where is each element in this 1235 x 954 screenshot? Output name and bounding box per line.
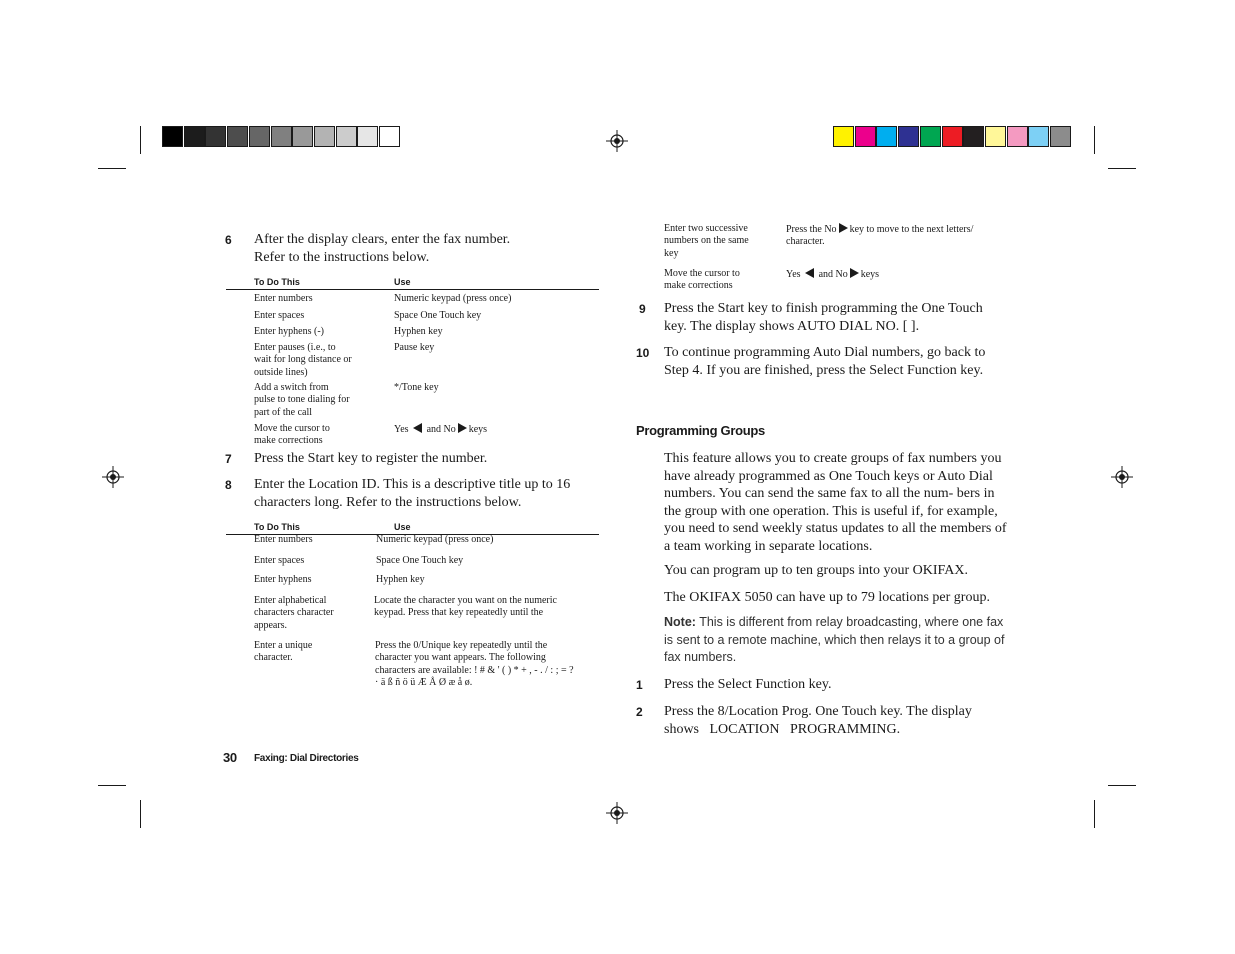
step-6-text: After the display clears, enter the fax number. Refer to the instructions below. xyxy=(254,232,511,265)
press-no-label: Press the No xyxy=(786,224,837,235)
right-arrow-icon xyxy=(458,423,467,433)
table1-todo: Move the cursor to make corrections xyxy=(254,423,330,447)
table2-use: Press the 0/Unique key repeatedly until the character you want appears. The following characters are available: ! # & ' ( ) * + , - . / : ; = ? · ä ß ñ ö ü Æ Å Ø æ å ø. xyxy=(375,640,574,688)
step-2-text: Press the 8/Location Prog. One Touch key. The display shows LOCATION PROGRAMMING. xyxy=(664,704,976,737)
locations-paragraph: The OKIFAX 5050 can have up to 79 locations per group. xyxy=(664,590,990,605)
table-cont-todo: Move the cursor to make corrections xyxy=(664,268,740,292)
gray-swatch xyxy=(336,126,357,147)
table2-use: Space One Touch key xyxy=(376,555,464,566)
and-no-label: and No xyxy=(818,269,848,280)
gray-swatch xyxy=(314,126,335,147)
registration-mark-bottom xyxy=(606,802,628,824)
step-9-number: 9 xyxy=(639,302,646,316)
left-arrow-icon xyxy=(805,268,814,278)
color-swatch xyxy=(1007,126,1028,147)
page-number: 30 xyxy=(223,750,237,765)
registration-mark-top xyxy=(606,130,628,152)
section-heading: Programming Groups xyxy=(636,423,765,438)
gray-swatch xyxy=(292,126,313,147)
gray-swatch xyxy=(379,126,400,147)
gray-swatch xyxy=(205,126,226,147)
running-footer: Faxing: Dial Directories xyxy=(254,753,359,764)
table1-todo: Enter spaces xyxy=(254,310,305,321)
gray-swatch xyxy=(162,126,183,147)
table1-todo: Add a switch from pulse to tone dialing for part of the call xyxy=(254,382,350,418)
gray-swatch xyxy=(249,126,270,147)
table1-rule xyxy=(226,289,599,290)
step-9-text: Press the Start key to finish programming the One Touch key. The display shows AUTO DIAL NO. [ ]. xyxy=(664,301,983,334)
table2-use: Numeric keypad (press once) xyxy=(376,534,494,545)
table2-header-todo: To Do This xyxy=(254,522,300,532)
step-2-number: 2 xyxy=(636,705,643,719)
yes-label: Yes xyxy=(786,269,801,280)
table2-use: Hyphen key xyxy=(376,574,425,585)
note-text: This is different from relay broadcasting, where one fax is sent to a remote machine, which then relays it to a group of fax numbers. xyxy=(664,615,1005,664)
note-label: Note: xyxy=(664,615,696,629)
gray-swatch xyxy=(357,126,378,147)
table-cont-use xyxy=(786,268,986,281)
table2-todo: Enter a unique character. xyxy=(254,640,313,664)
left-arrow-icon xyxy=(413,423,422,433)
table2-todo: Enter hyphens xyxy=(254,574,312,585)
table1-use xyxy=(394,423,584,436)
step-1-text: Press the Select Function key. xyxy=(664,677,832,692)
step-7-text: Press the Start key to register the number. xyxy=(254,451,488,466)
gray-swatch xyxy=(227,126,248,147)
table1-todo: Enter hyphens (-) xyxy=(254,326,324,337)
step-10-number: 10 xyxy=(636,346,650,360)
table1-header-todo: To Do This xyxy=(254,277,300,287)
table1-use: */Tone key xyxy=(394,382,439,393)
table1-header-use: Use xyxy=(394,277,411,287)
keys-label: keys xyxy=(860,269,880,280)
table1-use: Pause key xyxy=(394,342,435,353)
next-letter-label: key to move to the next letters/ character. xyxy=(786,224,974,248)
table-cont-use xyxy=(786,223,1001,249)
note-block xyxy=(664,614,1014,667)
step-6-number: 6 xyxy=(225,233,232,247)
color-swatch xyxy=(920,126,941,147)
keys-label: keys xyxy=(468,424,488,435)
color-swatch xyxy=(833,126,854,147)
right-arrow-icon xyxy=(839,223,848,233)
table-cont-todo: Enter two successive numbers on the same key xyxy=(664,223,749,259)
color-swatch xyxy=(1050,126,1071,147)
color-swatch xyxy=(898,126,919,147)
color-swatch xyxy=(876,126,897,147)
color-swatch xyxy=(963,126,984,147)
and-no-label: and No xyxy=(426,424,456,435)
step-10-text: To continue programming Auto Dial numbers, go back to Step 4. If you are finished, press the Select Function key. xyxy=(664,345,986,378)
groups-paragraph: You can program up to ten groups into your OKIFAX. xyxy=(664,563,968,578)
table1-use: Numeric keypad (press once) xyxy=(394,293,512,304)
registration-mark-right xyxy=(1111,466,1133,488)
step-8-number: 8 xyxy=(225,478,232,492)
right-arrow-icon xyxy=(850,268,859,278)
color-swatch xyxy=(942,126,963,147)
table2-todo: Enter alphabetical characters character appears. xyxy=(254,595,334,631)
table2-todo: Enter numbers xyxy=(254,534,313,545)
table1-todo: Enter pauses (i.e., to wait for long distance or outside lines) xyxy=(254,342,352,378)
table1-use: Hyphen key xyxy=(394,326,443,337)
table2-todo: Enter spaces xyxy=(254,555,305,566)
gray-swatch xyxy=(184,126,205,147)
color-swatch xyxy=(855,126,876,147)
color-swatch xyxy=(985,126,1006,147)
registration-mark-left xyxy=(102,466,124,488)
color-swatch xyxy=(1028,126,1049,147)
step-8-text: Enter the Location ID. This is a descriptive title up to 16 characters long. Refer to the instructions below. xyxy=(254,477,571,510)
table1-todo: Enter numbers xyxy=(254,293,313,304)
intro-paragraph: This feature allows you to create groups of fax numbers you have already programmed as One Touch keys or Auto Dial numbers. You can send the same fax to all the num- bers in the group with one operation. This is useful if, for example, you need to send weekly status updates to all the members of a team working in separate locations. xyxy=(664,451,1007,554)
table2-use: Locate the character you want on the numeric keypad. Press that key repeatedly until the xyxy=(374,595,557,619)
step-1-number: 1 xyxy=(636,678,643,692)
gray-swatch xyxy=(271,126,292,147)
table1-use: Space One Touch key xyxy=(394,310,482,321)
step-7-number: 7 xyxy=(225,452,232,466)
table2-header-use: Use xyxy=(394,522,411,532)
yes-label: Yes xyxy=(394,424,409,435)
